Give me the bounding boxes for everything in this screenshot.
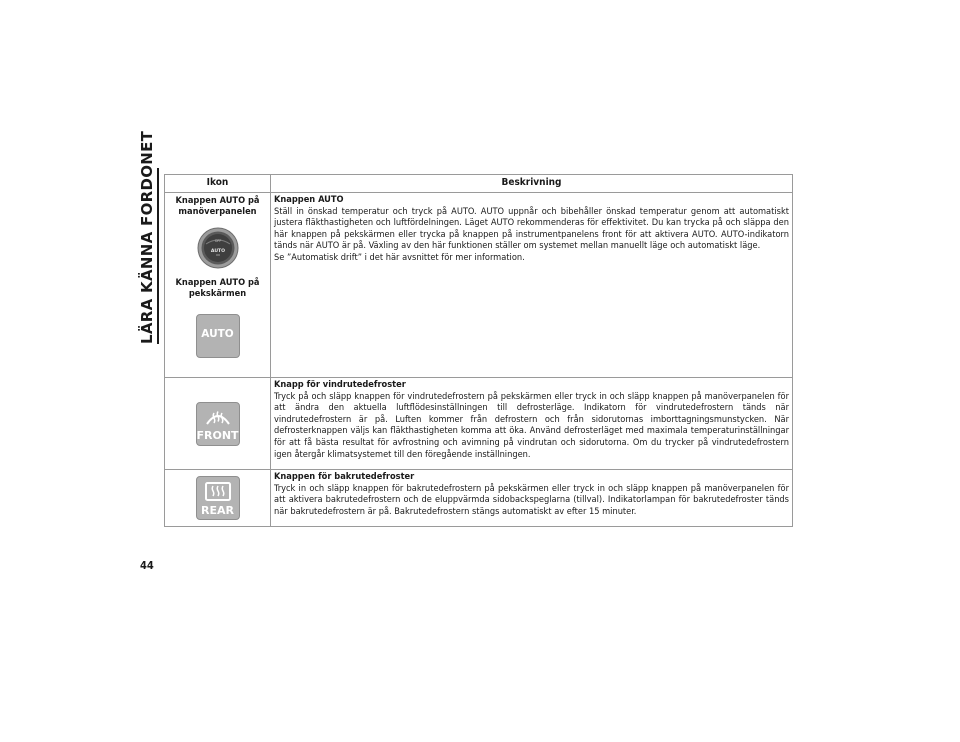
icon-cell <box>165 378 271 469</box>
climate-buttons-table <box>164 174 793 527</box>
icon-cell <box>165 470 271 526</box>
rear-defrost-icon <box>196 476 240 520</box>
description-cell <box>271 378 792 469</box>
table-row-front-defrost <box>165 377 792 469</box>
auto-tile-text: AUTO <box>201 328 234 340</box>
chapter-rule <box>157 168 159 344</box>
description-cell <box>271 470 792 526</box>
table-header-row <box>165 175 792 192</box>
auto-touchscreen-label: Knappen AUTO på pekskärmen <box>175 277 260 299</box>
icon-cell <box>165 193 271 377</box>
header-description: Beskrivning <box>501 177 562 188</box>
chapter-side-title <box>138 130 158 344</box>
page-number: 44 <box>140 559 154 572</box>
auto-title: Knappen AUTO <box>274 194 344 205</box>
header-icon: Ikon <box>165 175 271 192</box>
auto-tile-icon <box>196 314 240 358</box>
front-tile-text: FRONT <box>196 428 239 442</box>
auto-paragraph-1: Ställ in önskad temperatur och tryck på AUTO. AUTO uppnår och bibehåller önskad temperatur genom att automatiskt justera fläkthastigheten och luftfördelningen. Läget AUTO rekommenderas för effektivitet. Du kan trycka på och släppa den här knappen på pekskärmen eller trycka på knappen på instrumentpanelens front för att aktivera AUTO. AUTO-indikatorn tänds när AUTO är på. Växling av den här funktionen ställer om systemet mellan manuellt läge och automatiskt läge. <box>274 205 789 252</box>
front-defrost-icon <box>196 402 240 446</box>
knob-text: AUTO <box>210 249 225 254</box>
rear-tile-text: REAR <box>201 504 234 517</box>
auto-paragraph-2: Se ”Automatisk drift” i det här avsnittet för mer information. <box>274 251 525 263</box>
rear-defrost-paragraph: Tryck in och släpp knappen för bakrutedefrostern på pekskärmen eller tryck in och släpp knappen på manöverpanelen för att aktivera bakrutedefrostern och de eluppvärmda sidobackspeglarna (tillval). Indikatorlampan för bakrutedefroster tänds när bakrutedefrostern är på. Bakrutedefrostern stängs automatiskt av efter 15 minuter. <box>274 482 789 517</box>
front-defrost-paragraph: Tryck på och släpp knappen för vindrutedefrostern på pekskärmen eller tryck in och släpp knappen på manöverpanelen för att ändra den aktuella luftflödesinställningen till defrosterläge. Indikatorn för vindrutedefrostern tänds när vindrutedefrostern är på. Luften kommer från defrostern och från sidorutornas imborttagningsmunstycken. När defrosterknappen väljs kan fläkthastigheten komma att öka. Använd defrosterläget med maximala temperaturinställningar för att få bästa resultat för avfrostning och avimning på vindrutan och sidorutorna. Om du trycker på vindrutedefrostern igen återgår klimatsystemet till den föregående inställningen. <box>274 390 789 460</box>
table-row-auto <box>165 192 792 377</box>
knob-top-text: OFF <box>214 239 221 243</box>
description-cell <box>271 193 792 377</box>
table-row-rear-defrost <box>165 469 792 526</box>
auto-panel-label: Knappen AUTO på manöverpanelen <box>175 195 260 217</box>
front-defrost-title: Knapp för vindrutedefroster <box>274 379 406 390</box>
chapter-title-text: LÄRA KÄNNA FORDONET <box>138 130 156 344</box>
rear-defrost-title: Knappen för bakrutedefroster <box>274 471 415 482</box>
auto-knob-icon <box>197 227 239 269</box>
